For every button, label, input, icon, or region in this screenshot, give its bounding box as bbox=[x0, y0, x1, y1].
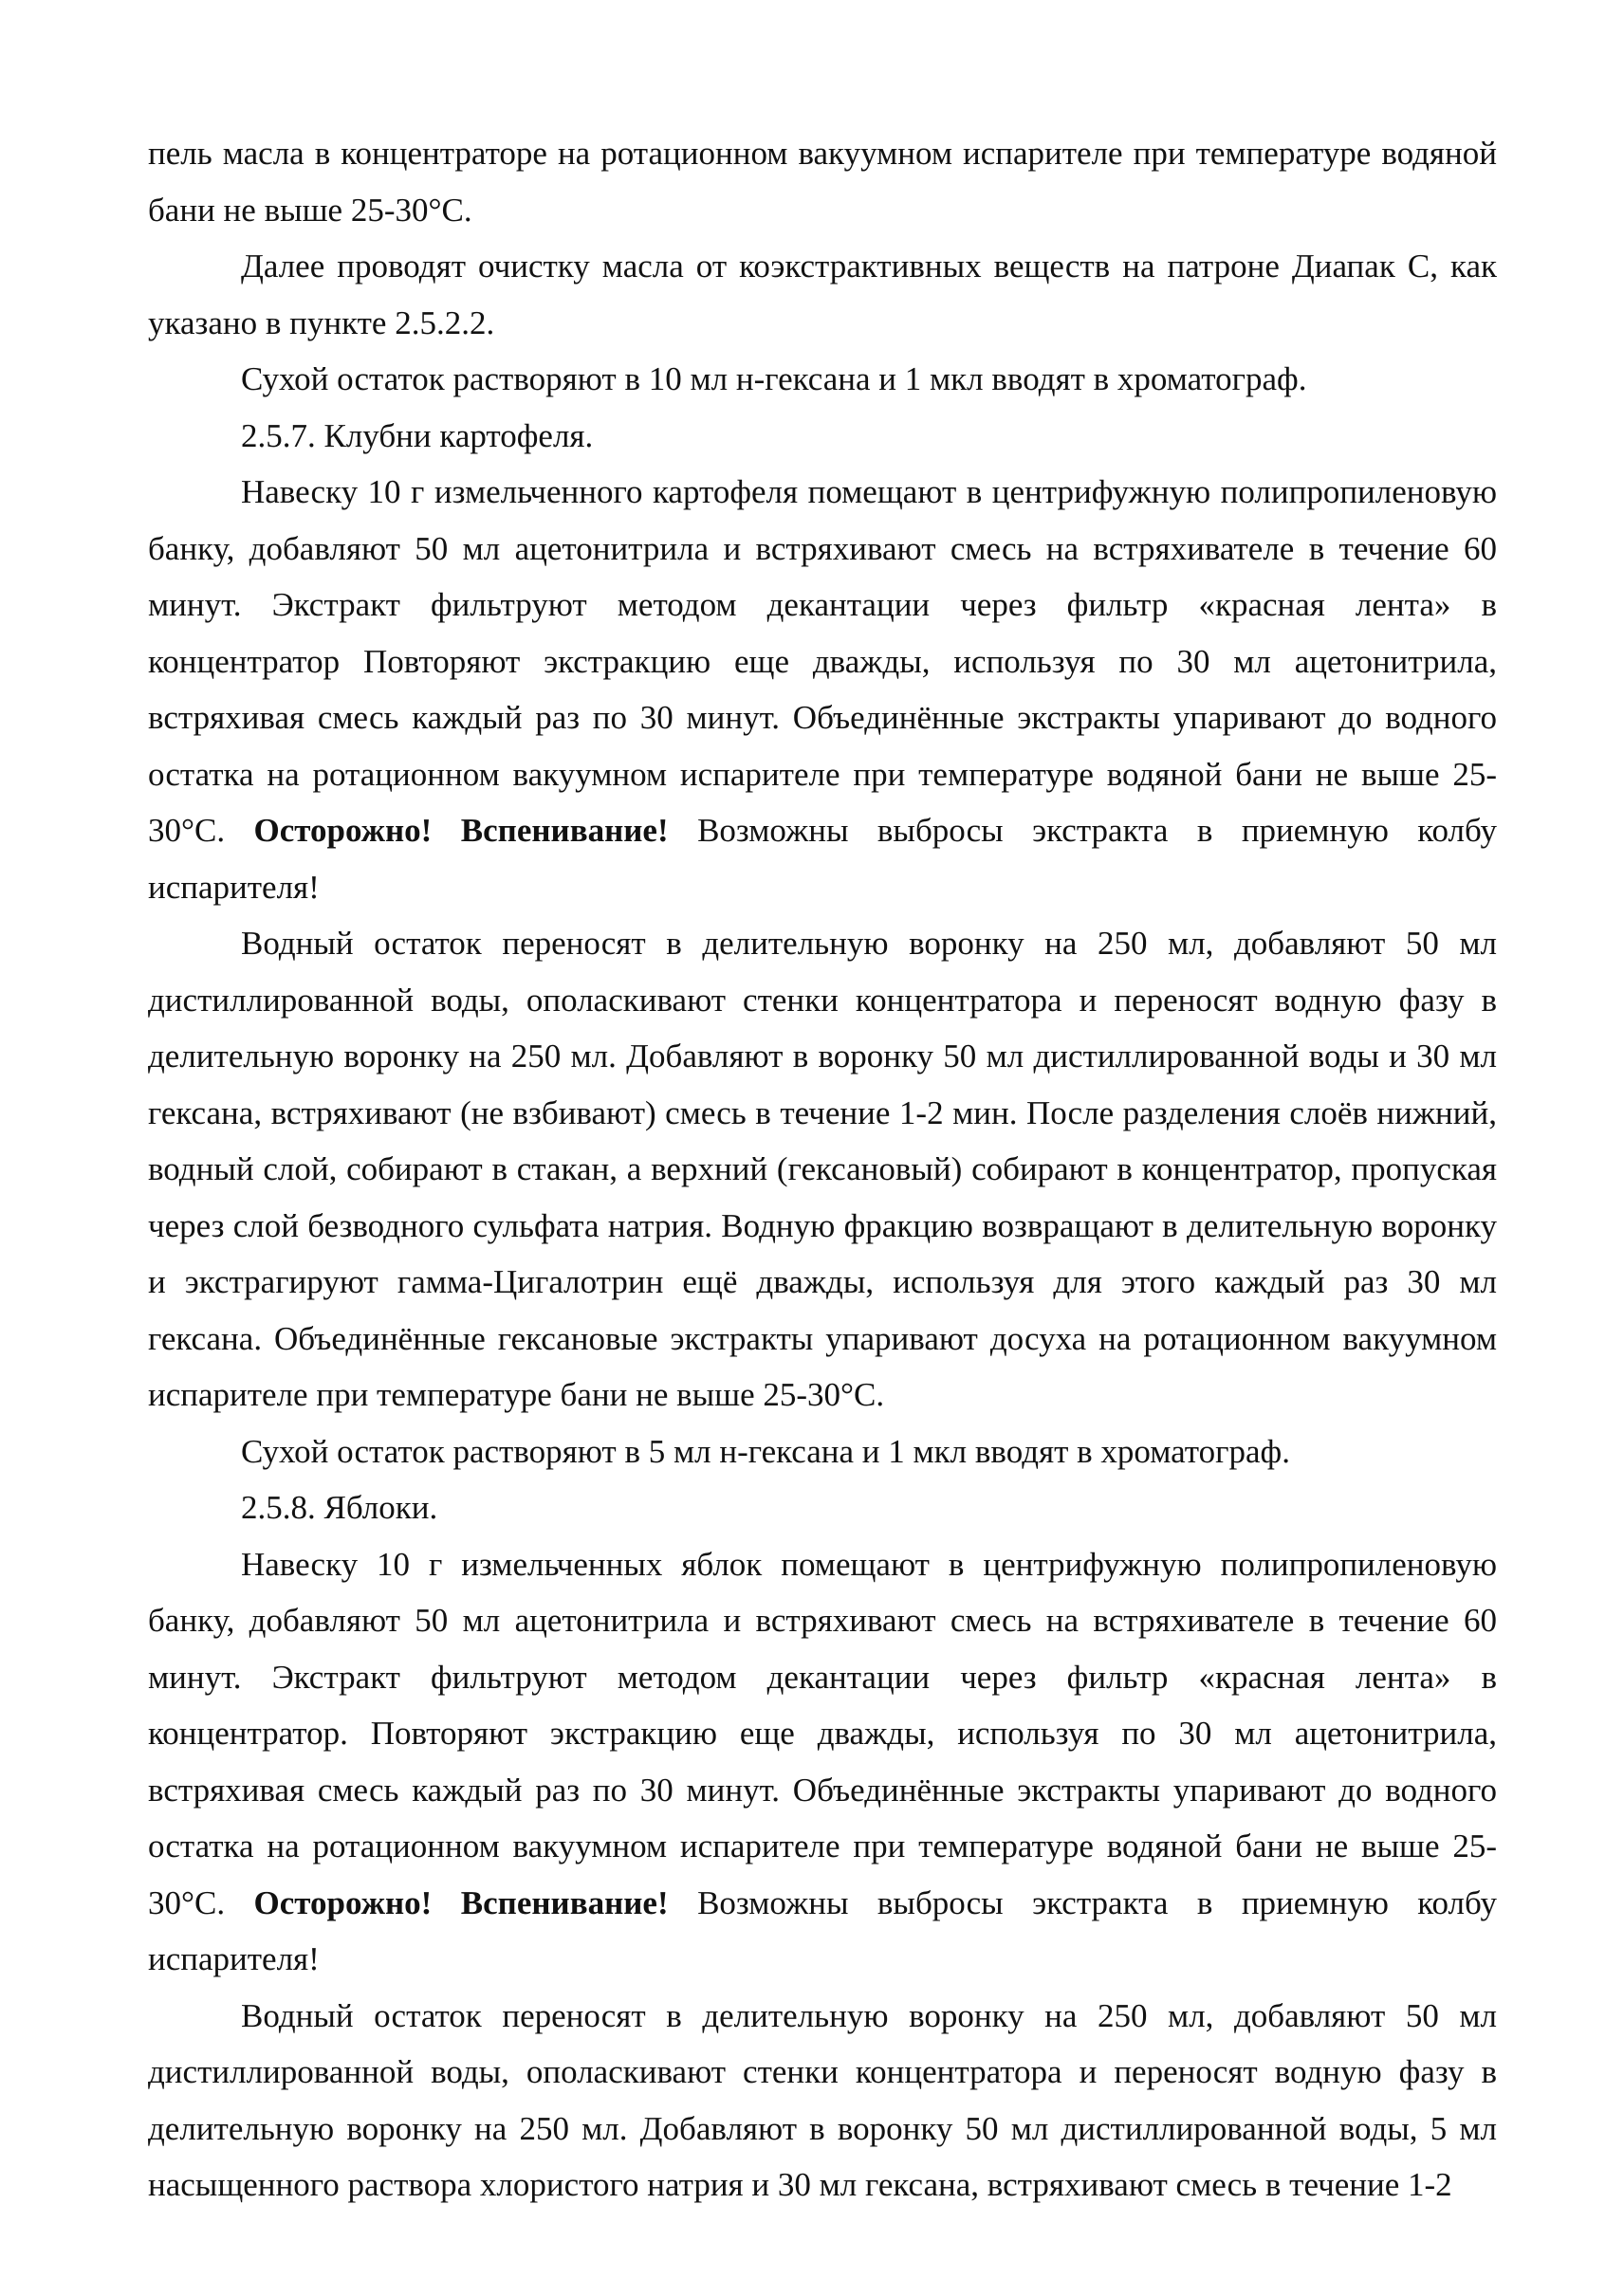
paragraph-apples-partition: Водный остаток переносят в делительную воронку на 250 мл, добавляют 50 мл дистиллированной воды, ополаскивают стенки концентратора и переносят водную фазу в делительную воронку на 250 мл. Добавляют в воронку 50 мл дистиллированной воды, 5 мл насыщенного раствора хлористого натрия и 30 мл гексана, встряхивают смесь в течение 1-2 bbox=[148, 1996, 1497, 2203]
section-heading-apples: 2.5.8. Яблоки. bbox=[241, 1489, 438, 1526]
paragraph-apples-extraction bbox=[148, 1536, 1497, 1988]
warning-foaming-apples: Осторожно! Вспенивание! bbox=[253, 1883, 669, 1921]
warning-tail-potato: Возможны выбросы экстракта в приемную колбу испарителя! bbox=[148, 812, 1497, 906]
paragraph-dry-residue-potato: Сухой остаток растворяют в 5 мл н-гексана и 1 мкл вводят в хроматограф. bbox=[241, 1432, 1290, 1470]
paragraph-potato-extraction bbox=[148, 464, 1497, 915]
page-body-text bbox=[148, 125, 1497, 2213]
paragraph-potato-extraction-text: Навеску 10 г измельченного картофеля помещают в центрифужную полипропиленовую банку, добавляют 50 мл ацетонитрила и встряхивают смесь на встряхивателе в течение 60 минут. Экстракт фильтруют методом декантации через фильтр «красная лента» в концентратор Повторяют экстракцию еще дважды, используя по 30 мл ацетонитрила, встряхивая смесь каждый раз по 30 минут. Объединённые экстракты упаривают до водного остатка на ротационном вакуумном испарителе при температуре водяной бани не выше 25-30°С. bbox=[148, 473, 1497, 849]
warning-foaming-potato: Осторожно! Вспенивание! bbox=[253, 812, 669, 849]
paragraph-apples-extraction-text: Навеску 10 г измельченных яблок помещают в центрифужную полипропиленовую банку, добавляют 50 мл ацетонитрила и встряхивают смесь на встряхивателе в течение 60 минут. Экстракт фильтруют методом декантации через фильтр «красная лента» в концентратор. Повторяют экстракцию еще дважды, используя по 30 мл ацетонитрила, встряхивая смесь каждый раз по 30 минут. Объединённые экстракты упаривают до водного остатка на ротационном вакуумном испарителе при температуре водяной бани не выше 25-30°С. bbox=[148, 1545, 1497, 1921]
paragraph-continued: пель масла в концентраторе на ротационном вакуумном испарителе при температуре водяной бани не выше 25-30°С. bbox=[148, 135, 1497, 229]
warning-tail-apples: Возможны выбросы экстракта в приемную колбу испарителя! bbox=[148, 1883, 1497, 1977]
paragraph-cleanup: Далее проводят очистку масла от коэкстрактивных веществ на патроне Диапак С, как указано в пункте 2.5.2.2. bbox=[148, 248, 1497, 341]
paragraph-dry-residue-oil: Сухой остаток растворяют в 10 мл н-гексана и 1 мкл вводят в хроматограф. bbox=[241, 360, 1307, 397]
section-heading-potato: 2.5.7. Клубни картофеля. bbox=[241, 416, 594, 454]
paragraph-potato-partition: Водный остаток переносят в делительную воронку на 250 мл, добавляют 50 мл дистиллированной воды, ополаскивают стенки концентратора и переносят водную фазу в делительную воронку на 250 мл. Добавляют в воронку 50 мл дистиллированной воды и 30 мл гексана, встряхивают (не взбивают) смесь в течение 1-2 мин. После разделения слоёв нижний, водный слой, собирают в стакан, а верхний (гексановый) собирают в концентратор, пропуская через слой безводного сульфата натрия. Водную фракцию возвращают в делительную воронку и экстрагируют гамма-Цигалотрин ещё дважды, используя для этого каждый раз 30 мл гексана. Объединённые гексановые экстракты упаривают досуха на ротационном вакуумном испарителе при температуре бани не выше 25-30°С. bbox=[148, 925, 1497, 1413]
